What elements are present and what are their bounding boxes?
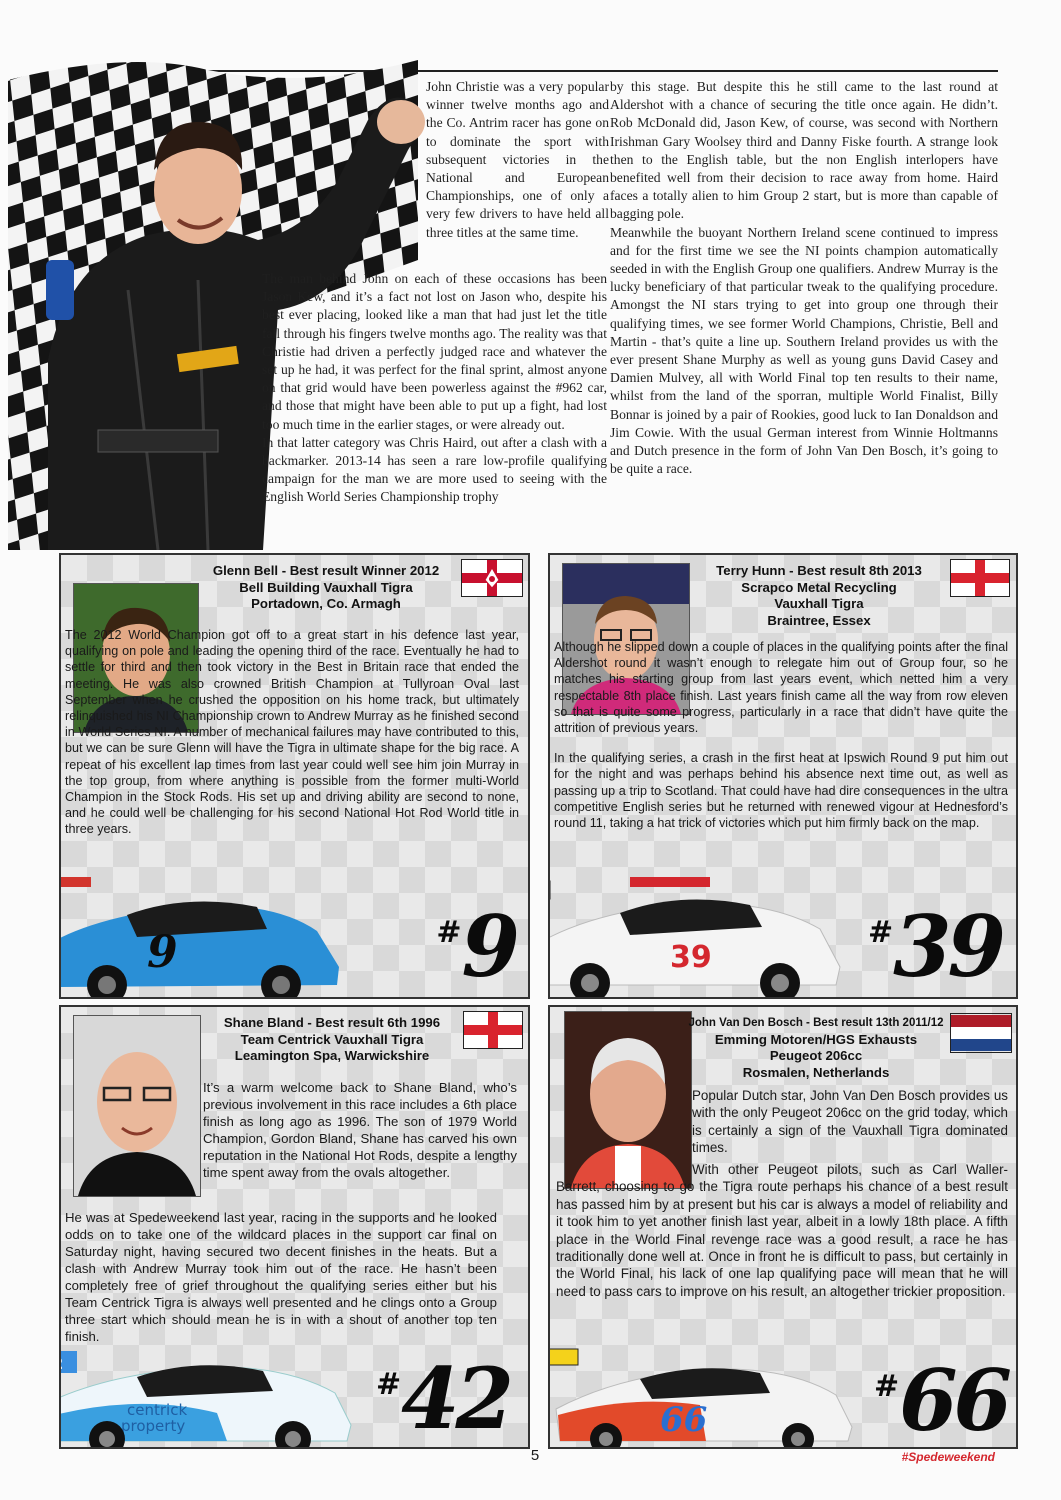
car-livery-text: centrick	[127, 1401, 188, 1419]
england-flag-icon	[950, 559, 1010, 597]
driver-location: Portadown, Co. Armagh	[251, 596, 401, 611]
car-number-digits: 42	[401, 1349, 510, 1448]
bio-paragraph: It’s a warm welcome back to Shane Bland, who’s previous involvement in this race includes a 6th place finish as long ago as 1996. The son of 1979 World Champion, Gordon Bland, Shane has carved his own reputation in the National Hot Rods, despite a lengthy time spent away from the ovals altogether.	[203, 1080, 517, 1180]
car-number-digits: 39	[893, 897, 1002, 996]
car-number	[873, 1351, 1008, 1449]
driver-bio-text-2	[556, 1161, 1008, 1300]
driver-panel-terry-hunn	[548, 553, 1018, 999]
bio-paragraph: Popular Dutch star, John Van Den Bosch provides us with the only Peugeot 206cc on the grid today, which is certainly a sign of the Vauxhall Tigra dominated times.	[692, 1088, 1008, 1156]
driver-team: Scrapco Metal Recycling	[741, 579, 897, 595]
driver-location: Leamington Spa, Warwickshire	[234, 1048, 430, 1063]
number-hash: #	[867, 915, 894, 950]
car-number	[375, 1349, 510, 1448]
hashtag: #Spedeweekend	[901, 1450, 995, 1464]
driver-location: Rosmalen, Netherlands	[742, 1064, 890, 1080]
article-paragraph: John Christie was a very popular winner twelve months ago and the Co. Antrim racer has gone on to dominate the sport with subsequent victories in the National and European Championships, one of only a very few drivers to have held all three titles at the same time.	[426, 79, 609, 240]
netherlands-flag-icon	[950, 1013, 1012, 1053]
car-number	[436, 897, 516, 996]
driver-team: Emming Motoren/HGS Exhausts	[714, 1031, 918, 1047]
article-paragraph: by this stage. But despite this he still came to the last round at Aldershot with a chance of securing the title once again. He didn’t. Rob McDonald did, Jason Kew, of course, was second with Northern Irishman Gary Woolsey third and Danny Fiske fourth. A strange look then to the English table, but the non English interlopers have benefited well from their decision to race away from home. Haird faces a totally alien to him Group 2 start, but is more than capable of bagging pole.	[610, 79, 998, 222]
article-column-2	[610, 78, 998, 478]
driver-header	[690, 563, 948, 629]
article-paragraph: The man behind John on each of these occasions has been Jason Kew, and it’s a fact not lost on Jason who, despite his best ever placing, looked like a man that had just let the title fall through his fingers twelve months ago. The reality was that Christie had driven a perfectly judged race and whatever the set up he had, it was perfect for the final sprint, almost anyone on that grid would have been powerless against the #962 car, and those that might have been able to put up a fight, had lost too much time in the earlier stages, or were already out.	[262, 271, 607, 432]
driver-name-line: Glenn Bell - Best result Winner 2012	[212, 563, 440, 578]
number-hash: #	[436, 915, 462, 950]
driver-name-line: Shane Bland - Best result 6th 1996	[223, 1015, 441, 1030]
northern-ireland-flag-icon	[461, 559, 523, 597]
car-number	[867, 897, 1002, 996]
number-hash: #	[873, 1369, 900, 1404]
svg-text:66: 66	[660, 1400, 708, 1440]
svg-text:39: 39	[670, 940, 712, 975]
driver-header	[678, 1015, 954, 1081]
race-car-42-image	[41, 1333, 357, 1447]
bio-paragraph: He was at Spedeweekend last year, racing in the supports and he looked odds on to take one of the wildcard places in the support car final on Saturday night, having secured two decent finishes in the heats. But a clash with Andrew Murray took him out of the race. He hasn’t been completely free of grief throughout the qualifying series either but his Team Centrick Tigra is always well presented and he clings onto a Group three start which should mean he is in with a shout of another top ten finish.	[65, 1210, 497, 1344]
article-column-1	[262, 270, 607, 507]
driver-portrait	[73, 1015, 201, 1197]
race-car-9-image	[59, 867, 357, 997]
driver-team: Bell Building Vauxhall Tigra	[239, 579, 413, 595]
race-car-66-image	[548, 1345, 860, 1447]
bio-paragraph: The 2012 World Champion got off to a great start in his defence last year, qualifying on pole and leading the opening third of the race. Eventually he had to settle for third and then took victory in the Best in Britain race that ended the meeting. He was also crowned British Champion at Tullyroan Oval last September when he crushed the opposition on his home track, but ultimately relinquished his NI Championship crown to Andrew Murray as he finished second in World Series NI. A number of mechanical failures may have contributed to this, but we can be sure Glenn will have the Tigra in ultimate shape for the big race. A repeat of his excellent lap times from last year could well see him join Murray in the top group, from where anything is possible from the former multi-World Champion in the Stock Rods. His set up and driving ability are second to none, and he could well be challenging for his second National Hot Rod World title in three years.	[65, 628, 519, 837]
driver-panel-john-van-den-bosch	[548, 1005, 1018, 1449]
svg-text:9: 9	[147, 927, 178, 978]
driver-bio-text	[692, 1087, 1008, 1157]
driver-car: Vauxhall Tigra	[774, 596, 864, 611]
bio-paragraph: With other Peugeot pilots, such as Carl Waller-Barrett, choosing to go the Tigra route perhaps his chance of a best result has passed him by at present but his car is always a model of reliability and it took him to yet another finish last year, albeit in a lowly 18th place. A fifth place in the World Final revenge race was a good result, a race he has traditionally done well at. Once in front he is difficult to pass, but certainly in the World Final, his lack of one lap qualifying pace will mean that he will need to pass cars to improve on his result, an altogether trickier proposition.	[556, 1162, 1008, 1299]
car-number-digits: 9	[461, 897, 516, 996]
driver-panel-shane-bland	[41, 1005, 530, 1449]
driver-name-line: John Van Den Bosch - Best result 13th 2011/12	[688, 1017, 944, 1029]
driver-bio-text	[203, 1079, 517, 1181]
england-flag-icon	[463, 1011, 523, 1049]
car-livery-text: property	[121, 1417, 186, 1435]
article-paragraph: Meanwhile the buoyant Northern Ireland scene continued to impress and for the first time we see the NI points champion automatically seeded in with the English Group one qualifiers. Andrew Murray is the lucky beneficiary of that particular tweak to the qualifying procedure. Amongst the NI stars trying to get into group one through their qualifying times, we see former World Champions, Christie, Bell and Martin - that’s quite a line up. Southern Ireland provides us with the ever present Shane Murphy as well as young guns David Casey and Damien Mulvey, all with World Final top ten results to their name, whilst from the land of the sporran, multiple World Finalist, Billy Bonnar is joined by a pair of Rookies, good luck to Ian Donaldson and Jim Cowie. With the usual German interest from Winnie Holtmanns and Dutch presence in the form of John Van Den Bosch, it’s going to be quite a race.	[610, 224, 998, 477]
driver-car: Peugeot 206cc	[769, 1048, 863, 1063]
car-number-digits: 66	[899, 1351, 1008, 1449]
number-hash: #	[375, 1367, 402, 1402]
bio-paragraph: In the qualifying series, a crash in the first heat at Ipswich Round 9 put him out for the night and was perhaps behind his absence next time out, as well as passing up a trip to Scotland. That could have had dire consequences in the ultra competitive English series but he returned with renewed vigour at Hednesford’s round 11, taking a hat trick of victories which put him firmly back on the map.	[554, 751, 1008, 831]
driver-bio-text	[65, 627, 519, 838]
driver-header	[191, 563, 461, 613]
driver-panel-glenn-bell	[59, 553, 530, 999]
page-number: 5	[530, 1447, 540, 1464]
driver-header	[201, 1015, 463, 1065]
article-paragraph: In that latter category was Chris Haird, out after a clash with a backmarker. 2013-14 has seen a rare low-profile qualifying campaign for the man we are more used to seeing with the English World Series Championship trophy	[262, 434, 607, 505]
driver-name-line: Terry Hunn - Best result 8th 2013	[716, 563, 922, 578]
race-car-39-image	[548, 867, 850, 997]
svg-text:42: 42	[41, 1354, 64, 1373]
driver-bio-text-2	[65, 1209, 497, 1345]
article-column-1-top	[426, 78, 609, 242]
driver-location: Braintree, Essex	[767, 612, 871, 628]
bio-paragraph: Although he slipped down a couple of places in the qualifying points after the final Aldershot round it wasn’t enough to relegate him out of Group four, so he matches his starting group from last years event, which netted him a very respectable 8th place finish. Last years finish came all the way from row eleven so that is quite some progress, particularly in a race that didn’t have quite the attrition of previous years.	[554, 640, 1008, 736]
driver-bio-text	[554, 639, 1008, 831]
driver-team: Team Centrick Vauxhall Tigra	[240, 1031, 424, 1047]
